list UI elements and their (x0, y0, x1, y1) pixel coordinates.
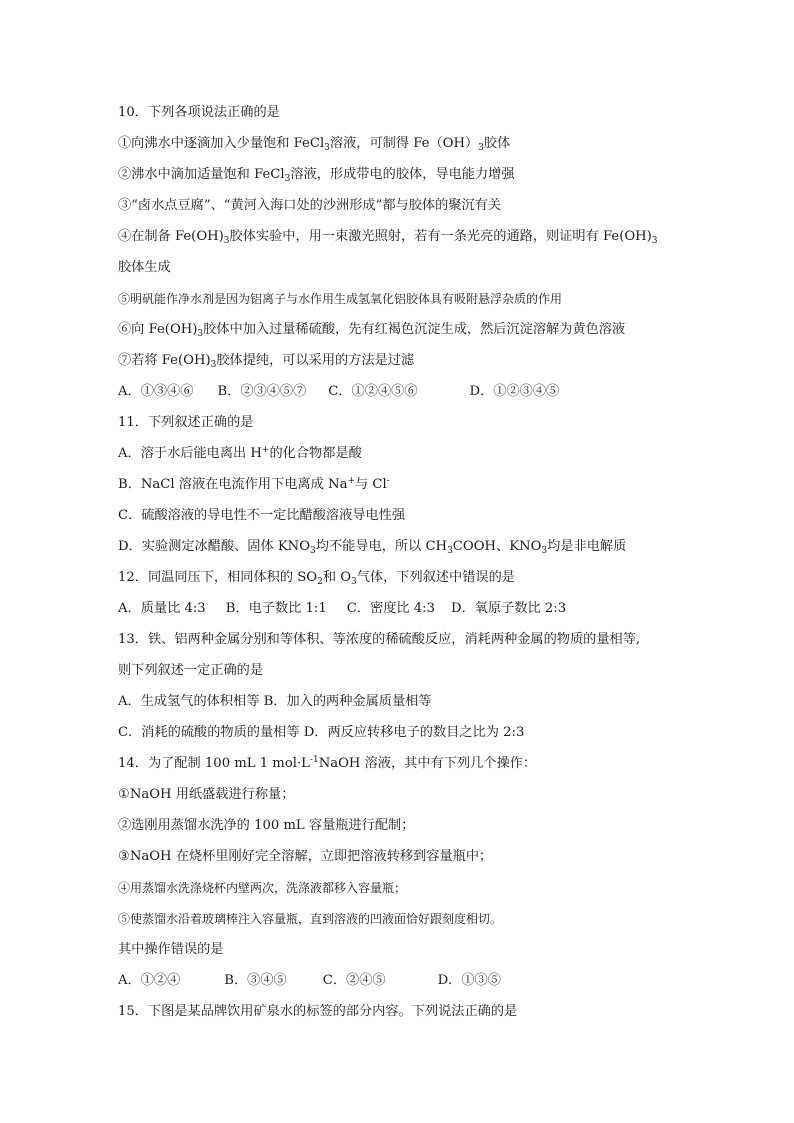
q10-options (118, 383, 559, 401)
q10-option-a: A．①③④⑥ (118, 384, 194, 399)
q12-option-d: D．氧原子数比 2:3 (451, 601, 567, 616)
q11-stem: 11．下列叙述正确的是 (118, 415, 254, 430)
q10-statement-4-cont: 胶体生成 (118, 260, 171, 275)
q12-stem: 12．同温同压下，相同体积的 $SO_2$和 $O_3$气体，下列叙述中错误的是 (118, 570, 515, 587)
q14-option-a: A．①②④ (118, 973, 181, 988)
q12-option-c: C．密度比 4:3 (346, 601, 436, 616)
q12-option-b: B．电子数比 1:1 (225, 601, 327, 616)
q13-stem-line2: 则下列叙述一定正确的是 (118, 663, 264, 678)
q11-option-d: D．实验测定冰醋酸、固体 $KNO_3$均不能导电，所以 $CH_3COOH$、$KNO_3$均是非电解质 (118, 539, 627, 556)
q14-step-4: ④用蒸馏水洗涤烧杯内壁两次，洗涤液都移入容量瓶； (118, 881, 407, 895)
q14-option-c: C．②④⑤ (322, 973, 386, 988)
q14-step-3: ③NaOH 在烧杯里刚好完全溶解，立即把溶液转移到容量瓶中； (118, 849, 493, 864)
q13-options-cd: C．消耗的硫酸的物质的量相等 D．两反应转移电子的数目之比为 2:3 (118, 725, 525, 740)
q14-stem: 14．为了配制 100 mL 1 $mol\cdot L^{-1}NaOH$ 溶液，其中有下列几个操作： (118, 755, 537, 771)
q10-stem: 10．下列各项说法正确的是 (118, 105, 280, 120)
q10-option-b: B．②③④⑤⑦ (217, 384, 307, 399)
q10-statement-4: ④在制备 $Fe(OH)_3$胶体实验中，用一束激光照射，若有一条光亮的通路，则证明有 $Fe(OH)_3$ (118, 229, 658, 246)
q10-statement-1: ①向沸水中逐滴加入少量饱和 FeCl$_3$溶液，可制得 $Fe(OH)_3$胶体 (118, 136, 511, 153)
q12-options (118, 600, 566, 618)
q13-options-ab: A．生成氢气的体积相等 B．加入的两种金属质量相等 (118, 694, 432, 709)
q10-statement-7: ⑦若将 $Fe(OH)_3$胶体提纯，可以采用的方法是过滤 (118, 353, 415, 370)
q15-stem: 15．下图是某品牌饮用矿泉水的标签的部分内容。下列说法正确的是 (118, 1004, 518, 1019)
q11-option-c: C．硫酸溶液的导电性不一定比醋酸溶液导电性强 (118, 508, 406, 523)
q12-option-a: A．质量比 4:3 (118, 601, 206, 616)
q10-statement-3: ③“卤水点豆腐”、“黄河入海口处的沙洲形成”都与胶体的聚沉有关 (118, 198, 502, 213)
q14-options (118, 972, 501, 990)
q14-ask: 其中操作错误的是 (118, 942, 224, 957)
q11-option-b: B．NaCl 溶液在电流作用下电离成 Na+与 Cl- (118, 476, 390, 492)
q14-option-b: B．③④⑤ (224, 973, 287, 988)
q11-option-a: A．溶于水后能电离出 H+的化合物都是酸 (118, 445, 362, 461)
q13-stem-line1: 13．铁、铝两种金属分别和等体积、等浓度的稀硫酸反应，消耗两种金属的物质的量相等, (118, 632, 641, 647)
q10-statement-6: ⑥向 $Fe(OH)_3$胶体中加入过量稀硫酸，先有红褐色沉淀生成，然后沉淀溶解为黄色溶液 (118, 322, 626, 339)
q14-step-1: ①NaOH 用纸盛载进行称量； (118, 787, 295, 802)
q10-statement-5: ⑤明矾能作净水剂是因为铝离子与水作用生成氢氧化铝胶体具有吸附悬浮杂质的作用 (118, 292, 563, 306)
q14-option-d: D．①③⑤ (437, 973, 501, 988)
q10-option-c: C．①②④⑤⑥ (328, 384, 418, 399)
q14-step-5: ⑤使蒸馏水沿着玻璃棒注入容量瓶，直到溶液的凹液面恰好跟刻度相切。 (118, 912, 503, 926)
q14-step-2: ②选刚用蒸馏水洗净的 100 mL 容量瓶进行配制； (118, 818, 415, 833)
q10-statement-2: ②沸水中滴加适量饱和 FeCl$_3$溶液，形成带电的胶体，导电能力增强 (118, 167, 515, 184)
q10-option-d: D．①②③④⑤ (469, 384, 560, 399)
